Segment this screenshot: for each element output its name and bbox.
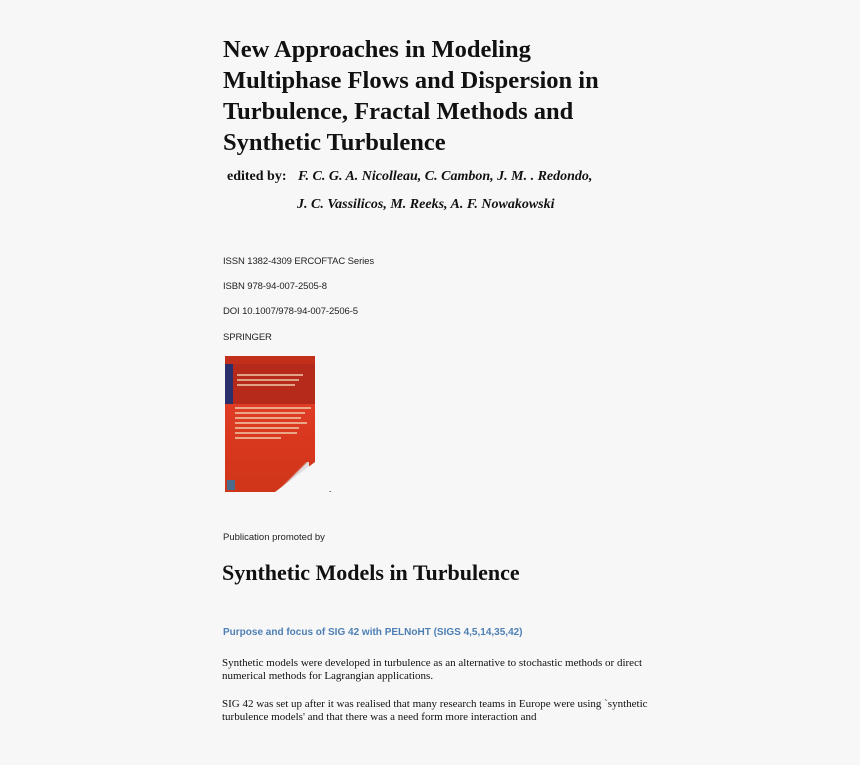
edited-by-label: edited by: [227,169,287,184]
promoted-by-text: Publication promoted by [223,532,325,543]
cover-author-band [225,364,315,404]
cover-top-strip [225,356,315,364]
section-title: Synthetic Models in Turbulence [222,560,520,585]
issn-text: ISSN 1382-4309 ERCOFTAC Series [223,256,374,267]
title-line: Multiphase Flows and Dispersion in [223,67,599,94]
doi-text: DOI 10.1007/978-94-007-2506-5 [223,306,358,317]
title-line: Synthetic Turbulence [223,129,446,156]
book-title [223,34,643,158]
trailing-dot: . [329,484,332,494]
title-line: Turbulence, Fractal Methods and [223,98,574,125]
cover-title [235,404,311,442]
purpose-heading: Purpose and focus of SIG 42 with PELNoHT (SIGS 4,5,14,35,42) [223,627,523,638]
isbn-text: ISBN 978-94-007-2505-8 [223,281,327,292]
book-cover-image [225,356,315,492]
editors-line-2: J. C. Vassilicos, M. Reeks, A. F. Nowakowski [297,197,555,212]
publisher-text: SPRINGER [223,332,272,343]
title-line: New Approaches in Modeling [223,36,531,63]
cover-accent [225,364,233,404]
page-curl-corner [275,462,315,492]
paragraph-1: Synthetic models were developed in turbulence as an alternative to stochastic methods or direct numerical methods for Lagrangian applications. [222,657,643,682]
editors-line-1: F. C. G. A. Nicolleau, C. Cambon, J. M. . Redondo, [298,169,593,184]
paragraph-2: SIG 42 was set up after it was realised that many research teams in Europe were using `synthetic turbulence models' and that there was a need form more interaction and [222,698,648,723]
publisher-logo [227,480,235,490]
